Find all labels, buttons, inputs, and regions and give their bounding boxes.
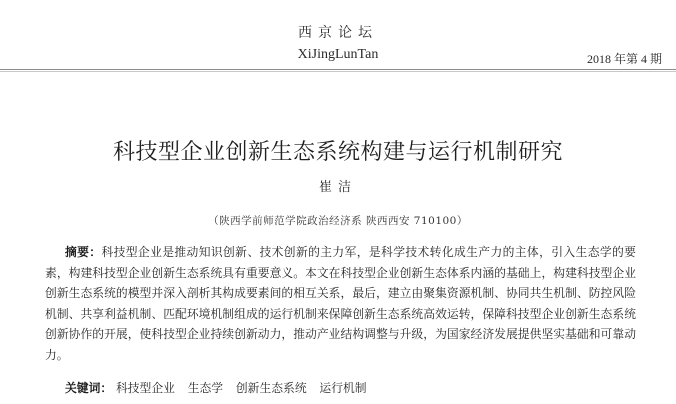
keywords-label: 关键词： [65, 381, 113, 395]
journal-name-cn: 西京论坛 [298, 25, 378, 41]
page-header [0, 0, 676, 72]
header-rule [0, 69, 676, 70]
keyword: 科技型企业 [115, 381, 175, 395]
header-rule-thin [0, 71, 676, 72]
keyword: 运行机制 [319, 381, 367, 395]
keyword: 生态学 [187, 381, 224, 395]
abstract-label: 摘要： [65, 245, 102, 259]
paper-affiliation: （陕西学前师范学院政治经济系 陕西西安 710100） [208, 215, 468, 227]
abstract [45, 242, 636, 366]
journal-name-en: XiJingLunTan [297, 47, 379, 62]
paper-title: 科技型企业创新生态系统构建与运行机制研究 [112, 140, 563, 165]
issue-label: 2018 年第 4 期 [586, 52, 662, 66]
keywords [65, 379, 376, 396]
abstract-text: 科技型企业是推动知识创新、技术创新的主力军，是科学技术转化成生产力的主体，引入生态学的要素，构建科技型企业创新生态系统具有重要意义。本文在科技型企业创新生态体系内涵的基础上，构建科技型企业创新生态系统的模型并深入剖析其构成要素间的相互关系，最后，建立由聚集资源机制、协同共生机制、防控风险机制、共享利益机制、匹配环境机制组成的运行机制来保障创新生态系统高效运转，保障科技型企业创新生态系统创新协作的开展，使科技型企业持续创新动力，推动产业结构调整与升级，为国家经济发展提供坚实基础和可靠动力。 [45, 245, 636, 362]
keyword: 创新生态系统 [235, 381, 307, 395]
paper-author: 崔洁 [318, 180, 357, 195]
